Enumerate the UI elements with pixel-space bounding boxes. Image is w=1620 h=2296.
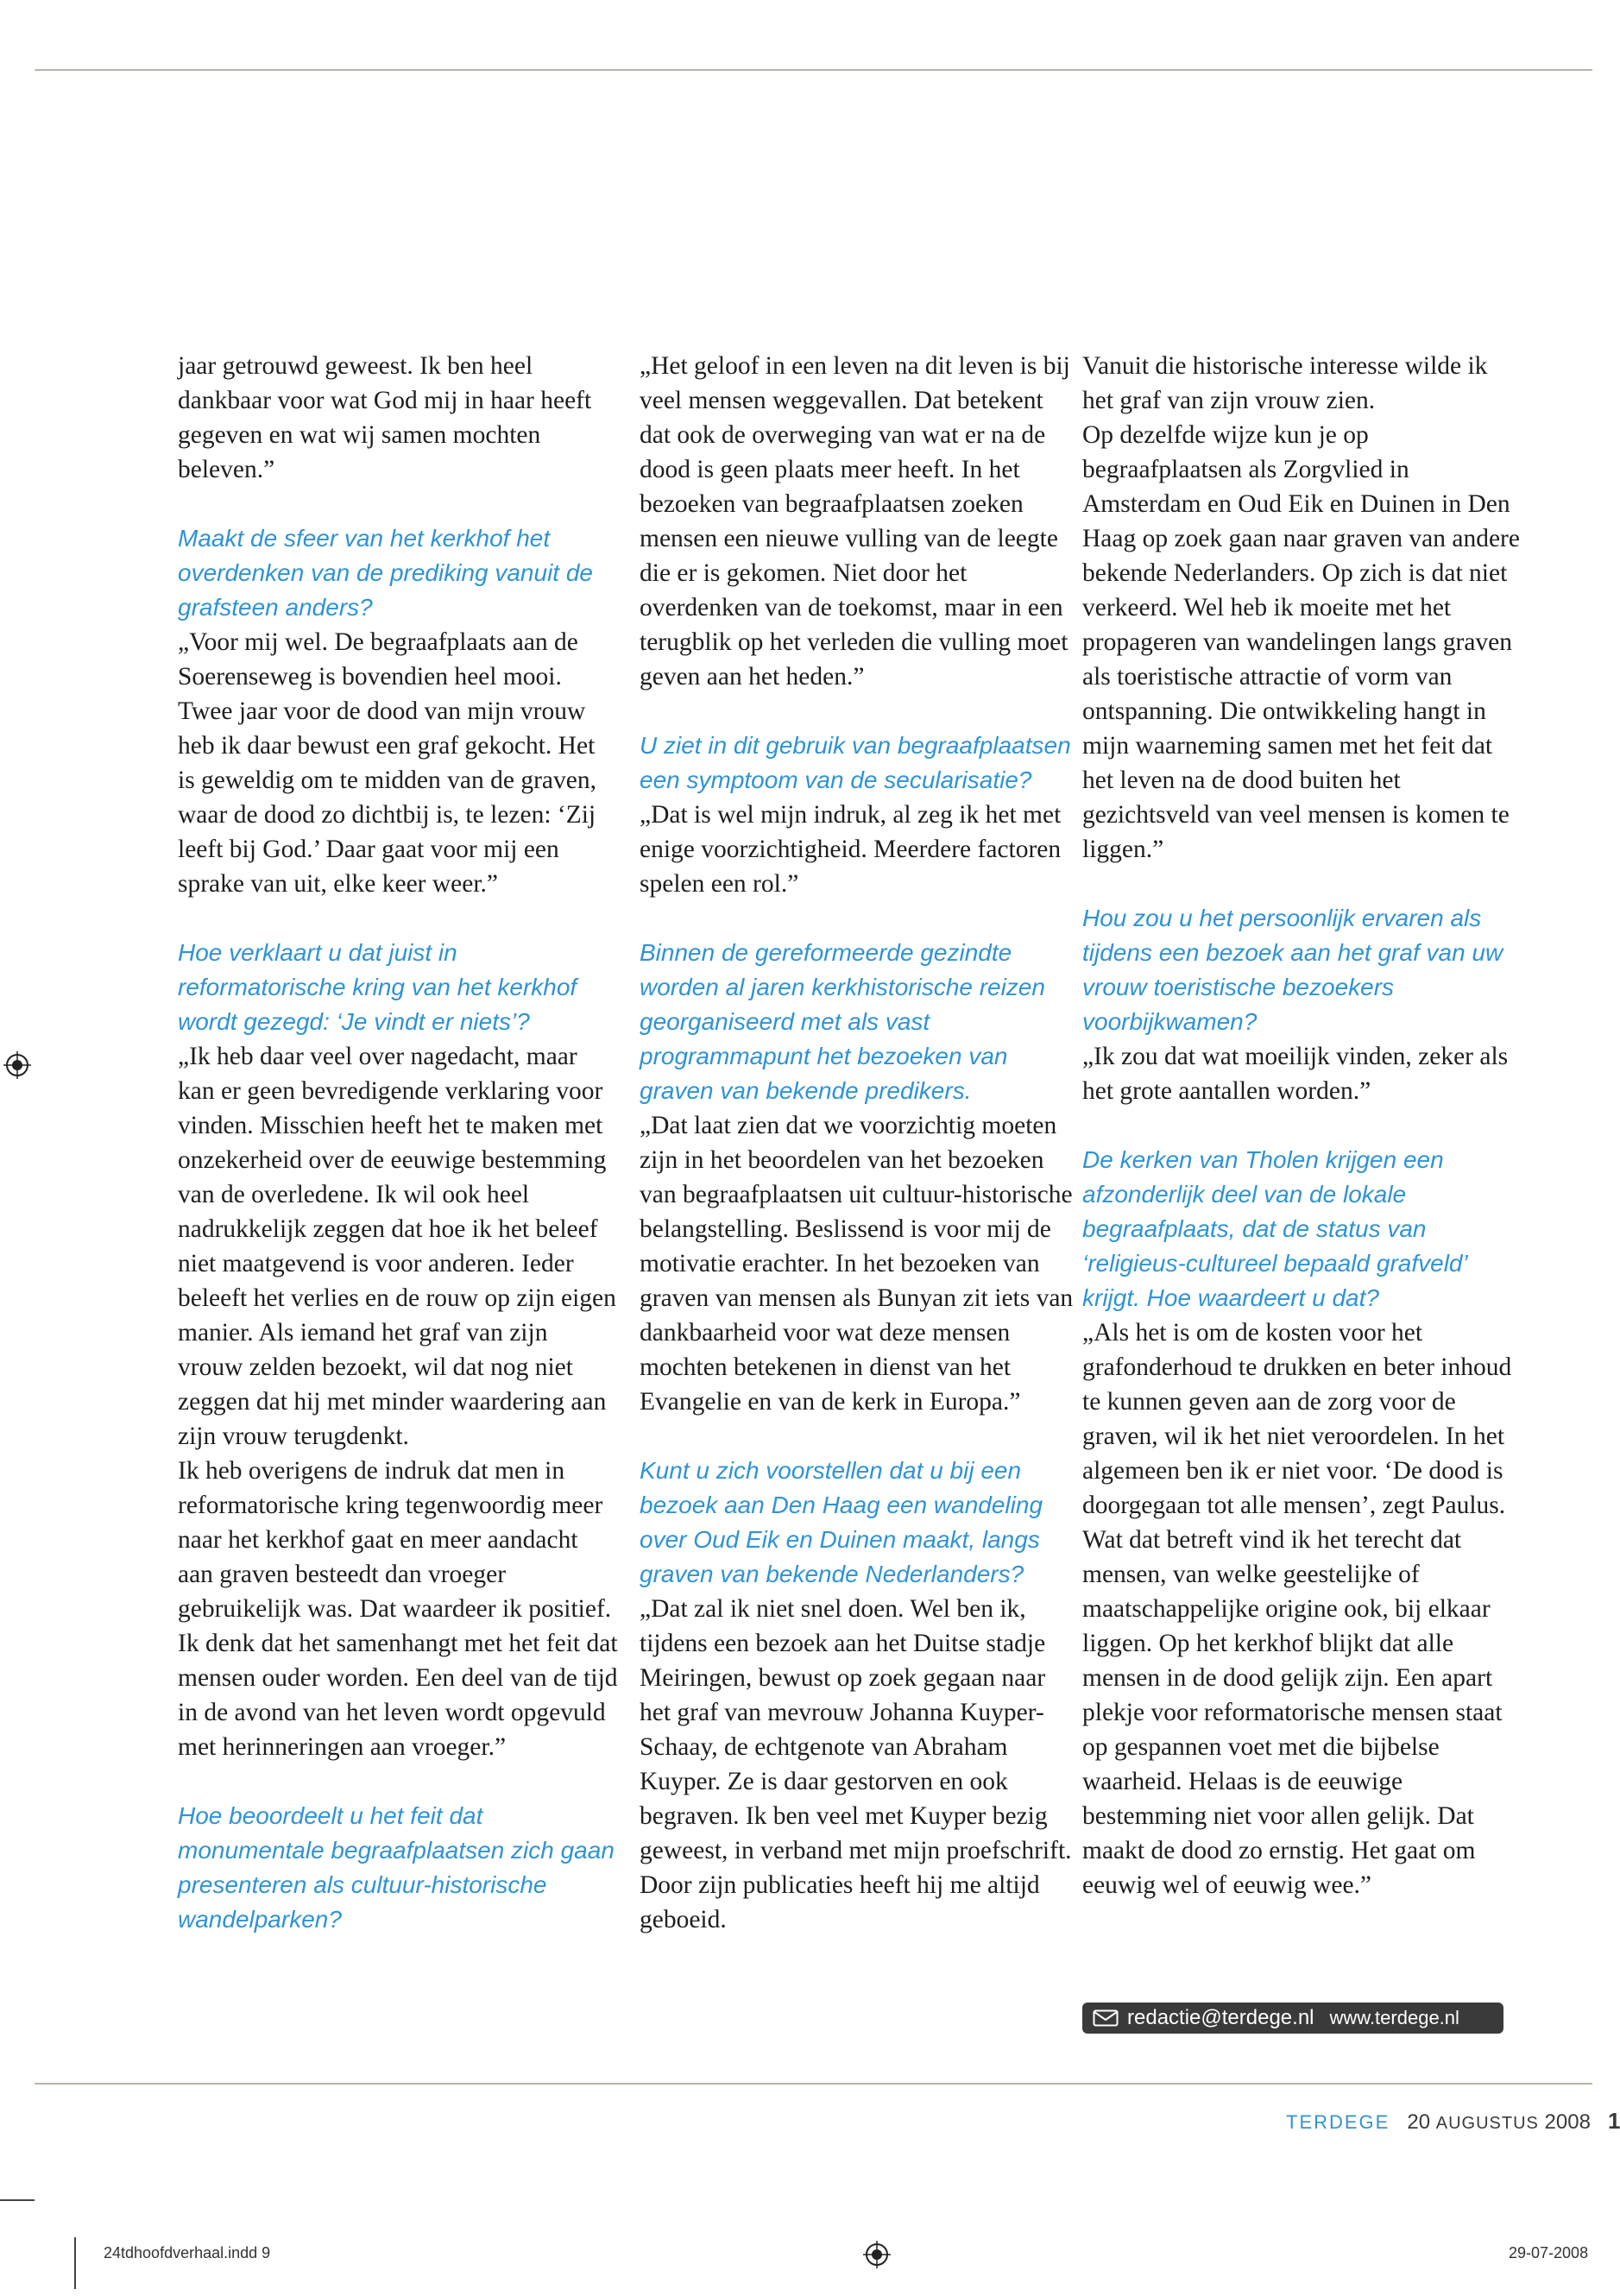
website-link[interactable]: www.terdege.nl — [1329, 2007, 1459, 2028]
issue-day: 20 — [1407, 2110, 1431, 2134]
answer-paragraph: „Ik heb daar veel over nagedacht, maar kan er geen bevredigende verklaring voor vinden. Misschien heeft het te maken met onzekerheid over de eeuwige bestemming van de overledene. Ik wil ook heel nadrukkelijk zeggen dat hoe ik het beleef niet maatgevend is voor anderen. Ieder beleeft het verlies en de rouw op zijn eigen manier. Als iemand het graf van zijn vrouw zelden bezoekt, wil dat nog niet zeggen dat hij met minder waardering aan zijn vrouw terugdenkt. — [178, 1043, 616, 1450]
slug-date: 29-07-2008 — [1509, 2244, 1589, 2261]
answer-paragraph: Op dezelfde wijze kun je op begraafplaatsen als Zorgvlied in Amsterdam en Oud Eik en Duinen in Den Haag op zoek gaan naar graven van andere bekende Nederlanders. Op zich is dat niet verkeerd. Wel heb ik moeite met het propageren van wandelingen langs graven als toeristische attractie of vorm van ontspanning. Die ontwikkeling hangt in mijn waarneming samen met het feit dat het leven na de dood buiten het gezichtsveld van veel mensen is komen te liggen.” — [1082, 421, 1520, 863]
answer-paragraph: „Dat zal ik niet snel doen. Wel ben ik, tijdens een bezoek aan het Duitse stadje Meiringen, bewust op zoek gegaan naar het graf van mevrouw Johanna Kuyper-Schaay, de echtgenote van Abraham Kuyper. Ze is daar gestorven en ook begraven. Ik ben veel met Kuyper bezig geweest, in verband met mijn proefschrift. Door zijn publicaties heeft hij me altijd geboeid. — [640, 1595, 1072, 1933]
answer-paragraph: „Dat is wel mijn indruk, al zeg ik het met enige voorzichtigheid. Meerdere factoren spelen een rol.” — [640, 801, 1062, 898]
answer-paragraph: Ik heb overigens de indruk dat men in reformatorische kring tegenwoordig meer naar het kerkhof gaat en meer aandacht aan graven besteedt dan vroeger gebruikelijk was. Dat waardeer ik positief. Ik denk dat het samenhangt met het feit dat mensen ouder worden. Een deel van de tijd in de avond van het leven wordt opgevuld met herinneringen aan vroeger.” — [178, 1457, 618, 1761]
top-rule — [35, 69, 1592, 71]
answer-paragraph: „Ik zou dat wat moeilijk vinden, zeker als het grote aantallen worden.” — [1082, 1043, 1509, 1105]
page-number: 1 — [1607, 2108, 1620, 2134]
question-paragraph: Hou zou u het persoonlijk ervaren als tijdens een bezoek aan het graf van uw vrouw toeristische bezoekers voorbijkwamen? — [1082, 905, 1503, 1035]
question-paragraph: Kunt u zich voorstellen dat u bij een bezoek aan Den Haag een wandeling over Oud Eik en Duinen maakt, langs graven van bekende Nederlanders? — [640, 1457, 1043, 1587]
answer-paragraph: Vanuit die historische interesse wilde ik het graf van zijn vrouw zien. — [1082, 352, 1488, 414]
page-footer — [1286, 2108, 1620, 2135]
answer-paragraph: „Als het is om de kosten voor het grafonderhoud te drukken en beter inhoud te kunnen geven aan de zorg voor de graven, wil ik het niet veroordelen. In het algemeen ben ik er niet voor. ‘De dood is doorgegaan tot alle mensen’, zegt Paulus. Wat dat betreft vind ik het terecht dat mensen, van welke geestelijke of maatschappelijke origine ook, bij elkaar liggen. Op het kerkhof blijkt dat alle mensen in de dood gelijk zijn. Een apart plekje voor reformatorische mensen staat op gespannen voet met die bijbelse waarheid. Helaas is de eeuwige bestemming niet voor allen gelijk. Dat maakt de dood zo ernstig. Het gaat om eeuwig wel of eeuwig wee.” — [1082, 1319, 1512, 1899]
article-column-2 — [640, 349, 1080, 1937]
registration-mark-icon — [863, 2241, 891, 2268]
issue-month: AUGUSTUS — [1435, 2114, 1539, 2133]
question-paragraph: U ziet in dit gebruik van begraafplaatsen een symptoom van de secularisatie? — [640, 732, 1071, 793]
article-column-3 — [1082, 349, 1522, 1902]
answer-paragraph: jaar getrouwd geweest. Ik ben heel dankbaar voor wat God mij in haar heeft gegeven en wat wij samen mochten beleven.” — [178, 352, 592, 483]
question-paragraph: De kerken van Tholen krijgen een afzonderlijk deel van de lokale begraafplaats, dat de status van ‘religieus-cultureel bepaald grafveld’ krijgt. Hoe waardeert u dat? — [1082, 1146, 1467, 1311]
article-column-1 — [178, 349, 618, 1937]
answer-paragraph: „Het geloof in een leven na dit leven is bij veel mensen weggevallen. Dat betekent dat ook de overweging van wat er na de dood is geen plaats meer heeft. In het bezoeken van begraafplaatsen zoeken mensen een nieuwe vulling van de leegte die er is gekomen. Niet door het overdenken van de toekomst, maar in een terugblik op het verleden die vulling moet geven aan het heden.” — [640, 352, 1070, 691]
question-paragraph: Hoe beoordeelt u het feit dat monumentale begraafplaatsen zich gaan presenteren als cultuur-historische wandelparken? — [178, 1802, 615, 1933]
issue-year: 2008 — [1544, 2110, 1591, 2134]
answer-paragraph: „Voor mij wel. De begraafplaats aan de Soerenseweg is bovendien heel mooi. Twee jaar voor de dood van mijn vrouw heb ik daar bewust een graf gekocht. Het is geweldig om te midden van de graven, waar de dood zo dichtbij is, te lezen: ‘Zij leeft bij God.’ Daar gaat voor mij een sprake van uit, elke keer weer.” — [178, 628, 596, 898]
envelope-icon — [1093, 2009, 1119, 2027]
registration-mark-icon — [3, 1051, 31, 1079]
answer-paragraph: „Dat laat zien dat we voorzichtig moeten zijn in het beoordelen van het bezoeken van begraafplaatsen uit cultuur-historische belangstelling. Beslissend is voor mij de motivatie erachter. In het bezoeken van graven van mensen als Bunyan zit iets van dankbaarheid voor wat deze mensen mochten betekenen in dienst van het Evangelie en van de kerk in Europa.” — [640, 1112, 1074, 1416]
magazine-name: TERDEGE — [1286, 2111, 1390, 2133]
slug-filename: 24tdhoofdverhaal.indd 9 — [104, 2244, 271, 2261]
crop-mark — [74, 2237, 76, 2289]
question-paragraph: Hoe verklaart u dat juist in reformatorische kring van het kerkhof wordt gezegd: ‘Je vindt er niets’? — [178, 939, 577, 1035]
question-paragraph: Maakt de sfeer van het kerkhof het overdenken van de prediking vanuit de grafsteen anders? — [178, 525, 594, 621]
crop-mark — [0, 2199, 35, 2201]
question-paragraph: Binnen de gereformeerde gezindte worden al jaren kerkhistorische reizen georganiseerd met als vast programmapunt het bezoeken van graven van bekende predikers. — [640, 939, 1045, 1104]
contact-bar — [1082, 2003, 1503, 2034]
email-link[interactable]: redactie@terdege.nl — [1127, 2006, 1314, 2029]
bottom-rule — [35, 2083, 1592, 2085]
